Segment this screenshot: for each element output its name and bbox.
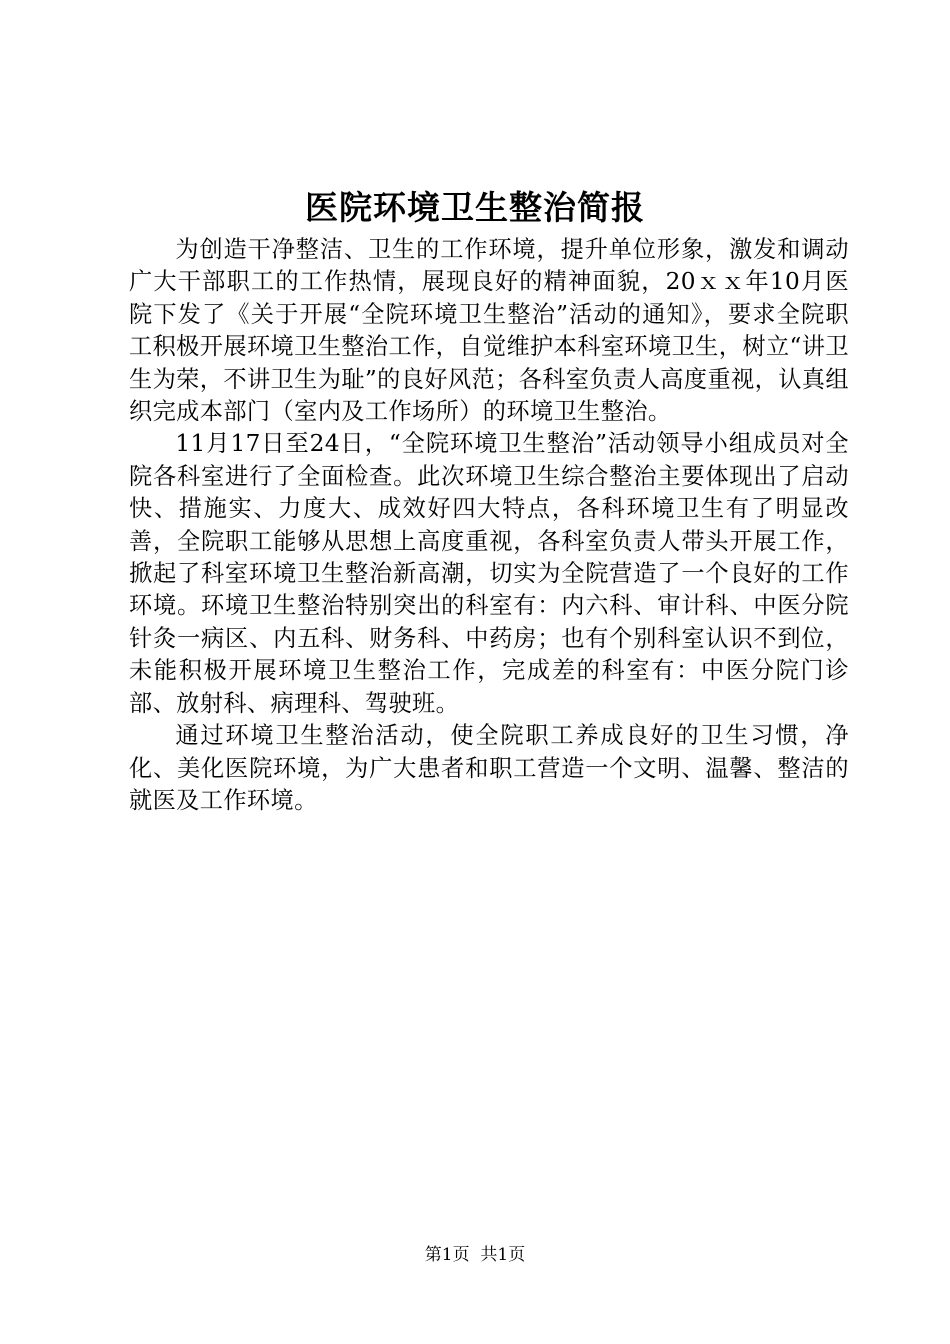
paragraph-3: 通过环境卫生整治活动，使全院职工养成良好的卫生习惯，净化、美化医院环境，为广大患者和职工营造一个文明、温馨、整洁的就医及工作环境。 xyxy=(129,722,849,814)
page-footer: 第1页 共1页 xyxy=(424,1245,526,1265)
paragraph-2: 11月17日至24日，“全院环境卫生整治”活动领导小组成员对全院各科室进行了全面检查。此次环境卫生综合整治主要体现出了启动快、措施实、力度大、成效好四大特点，各科环境卫生有了明显改善，全院职工能够从思想上高度重视，各科室负责人带头开展工作，掀起了科室环境卫生整治新高潮，切实为全院营造了一个良好的工作环境。环境卫生整治特别突出的科室有：内六科、审计科、中医分院针灸一病区、内五科、财务科、中药房；也有个别科室认识不到位，未能积极开展环境卫生整治工作，完成差的科室有：中医分院门诊部、放射科、病理科、驾驶班。 xyxy=(129,430,849,717)
document-body xyxy=(129,234,849,817)
paragraph-1: 为创造干净整洁、卫生的工作环境，提升单位形象，激发和调动广大干部职工的工作热情，展现良好的精神面貌，20ｘｘ年10月医院下发了《关于开展“全院环境卫生整治”活动的通知》，要求全院职工积极开展环境卫生整治工作，自觉维护本科室环境卫生，树立“讲卫生为荣，不讲卫生为耻”的良好风范；各科室负责人高度重视，认真组织完成本部门（室内及工作场所）的环境卫生整治。 xyxy=(129,236,849,426)
document-title: 医院环境卫生整治简报 xyxy=(305,188,645,227)
